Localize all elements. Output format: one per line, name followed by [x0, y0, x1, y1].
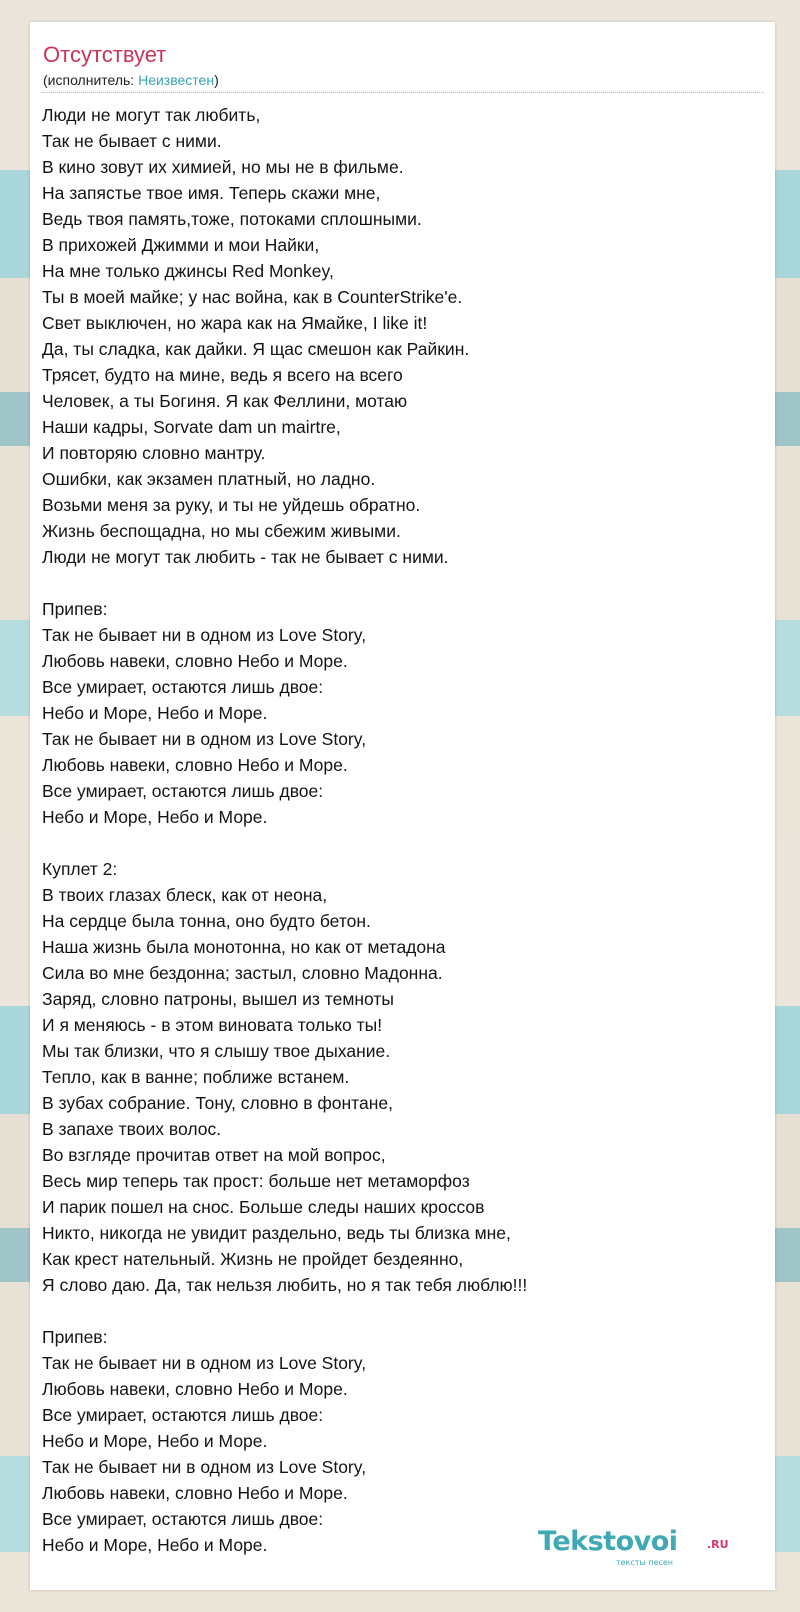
artist-link[interactable]: Неизвестен [138, 72, 215, 88]
lyrics-line: Небо и Море, Небо и Море. [42, 807, 268, 827]
logo-tld: .RU [707, 1538, 729, 1551]
lyrics-line: Любовь навеки, словно Небо и Море. [42, 755, 348, 775]
lyrics-card [30, 22, 775, 1590]
lyrics-line: Возьми меня за руку, и ты не уйдешь обратно. [42, 495, 421, 515]
artist-suffix: ) [214, 72, 219, 88]
lyrics-line: В твоих глазах блеск, как от неона, [42, 885, 328, 905]
lyrics-line: И парик пошел на снос. Больше следы наших кроссов [42, 1197, 485, 1217]
lyrics-line: На сердце была тонна, оно будто бетон. [42, 911, 371, 931]
lyrics-line: Все умирает, остаются лишь двое: [42, 1405, 324, 1425]
lyrics-line: Любовь навеки, словно Небо и Море. [42, 1379, 348, 1399]
lyrics-line: Заряд, словно патроны, вышел из темноты [42, 989, 394, 1009]
lyrics-line: Так не бывает ни в одном из Love Story, [42, 729, 367, 749]
title-divider [42, 92, 764, 93]
lyrics-line: И я меняюсь - в этом виновата только ты! [42, 1015, 383, 1035]
lyrics-line: Ведь твоя память,тоже, потоками сплошными. [42, 209, 422, 229]
lyrics-line: Во взгляде прочитав ответ на мой вопрос, [42, 1145, 386, 1165]
lyrics-line: В запахе твоих волос. [42, 1119, 222, 1139]
lyrics-line: Любовь навеки, словно Небо и Море. [42, 1483, 348, 1503]
lyrics-line: Куплет 2: [42, 859, 118, 879]
artist-line [43, 72, 219, 88]
lyrics-line: Свет выключен, но жара как на Ямайке, I like it! [42, 313, 428, 333]
lyrics-text [42, 102, 762, 1558]
lyrics-line: Сила во мне бездонна; застыл, словно Мадонна. [42, 963, 443, 983]
lyrics-line: Все умирает, остаются лишь двое: [42, 1509, 324, 1529]
lyrics-line: Так не бывает ни в одном из Love Story, [42, 1353, 367, 1373]
lyrics-line: Ты в моей майке; у нас война, как в CounterStrike'е. [42, 287, 463, 307]
lyrics-line: Все умирает, остаются лишь двое: [42, 781, 324, 801]
lyrics-blank-line [42, 830, 762, 856]
lyrics-line: Припев: [42, 1327, 108, 1347]
lyrics-line: Человек, а ты Богиня. Я как Феллини, мотаю [42, 391, 408, 411]
song-title: Отсутствует [43, 42, 167, 67]
lyrics-line: Ошибки, как экзамен платный, но ладно. [42, 469, 376, 489]
lyrics-line: Я слово даю. Да, так нельзя любить, но я так тебя люблю!!! [42, 1275, 528, 1295]
lyrics-line: В прихожей Джимми и мои Найки, [42, 235, 320, 255]
lyrics-line: Тепло, как в ванне; поближе встанем. [42, 1067, 350, 1087]
lyrics-line: Наша жизнь была монотонна, но как от метадона [42, 937, 446, 957]
lyrics-line: Люди не могут так любить - так не бывает с ними. [42, 547, 449, 567]
lyrics-line: На запястье твое имя. Теперь скажи мне, [42, 183, 381, 203]
lyrics-line: Как крест нательный. Жизнь не пройдет бездеянно, [42, 1249, 464, 1269]
lyrics-line: Припев: [42, 599, 108, 619]
lyrics-line: Так не бывает ни в одном из Love Story, [42, 625, 367, 645]
lyrics-line: Весь мир теперь так прост: больше нет метаморфоз [42, 1171, 470, 1191]
lyrics-line: Мы так близки, что я слышу твое дыхание. [42, 1041, 391, 1061]
lyrics-line: Трясет, будто на мине, ведь я всего на всего [42, 365, 403, 385]
lyrics-line: В зубах собрание. Тону, словно в фонтане, [42, 1093, 393, 1113]
lyrics-blank-line [42, 570, 762, 596]
lyrics-blank-line [42, 1298, 762, 1324]
logo-tagline: тексты песен [616, 1558, 674, 1567]
site-logo[interactable] [538, 1526, 738, 1566]
lyrics-line: Любовь навеки, словно Небо и Море. [42, 651, 348, 671]
lyrics-line: Никто, никогда не увидит раздельно, ведь ты близка мне, [42, 1223, 511, 1243]
lyrics-line: Да, ты сладка, как дайки. Я щас смешон как Райкин. [42, 339, 470, 359]
lyrics-line: Все умирает, остаются лишь двое: [42, 677, 324, 697]
artist-prefix: (исполнитель: [43, 72, 139, 88]
lyrics-line: Так не бывает с ними. [42, 131, 222, 151]
lyrics-line: Наши кадры, Sorvate dam un mairtre, [42, 417, 341, 437]
lyrics-line: Небо и Море, Небо и Море. [42, 1535, 268, 1555]
lyrics-line: Небо и Море, Небо и Море. [42, 703, 268, 723]
lyrics-line: Небо и Море, Небо и Море. [42, 1431, 268, 1451]
lyrics-line: Люди не могут так любить, [42, 105, 261, 125]
lyrics-line: В кино зовут их химией, но мы не в фильме. [42, 157, 404, 177]
lyrics-line: Так не бывает ни в одном из Love Story, [42, 1457, 367, 1477]
logo-brand: Tekstovoi [538, 1526, 678, 1557]
lyrics-line: И повторяю словно мантру. [42, 443, 266, 463]
lyrics-line: На мне только джинсы Red Monkey, [42, 261, 334, 281]
lyrics-line: Жизнь беспощадна, но мы сбежим живыми. [42, 521, 401, 541]
